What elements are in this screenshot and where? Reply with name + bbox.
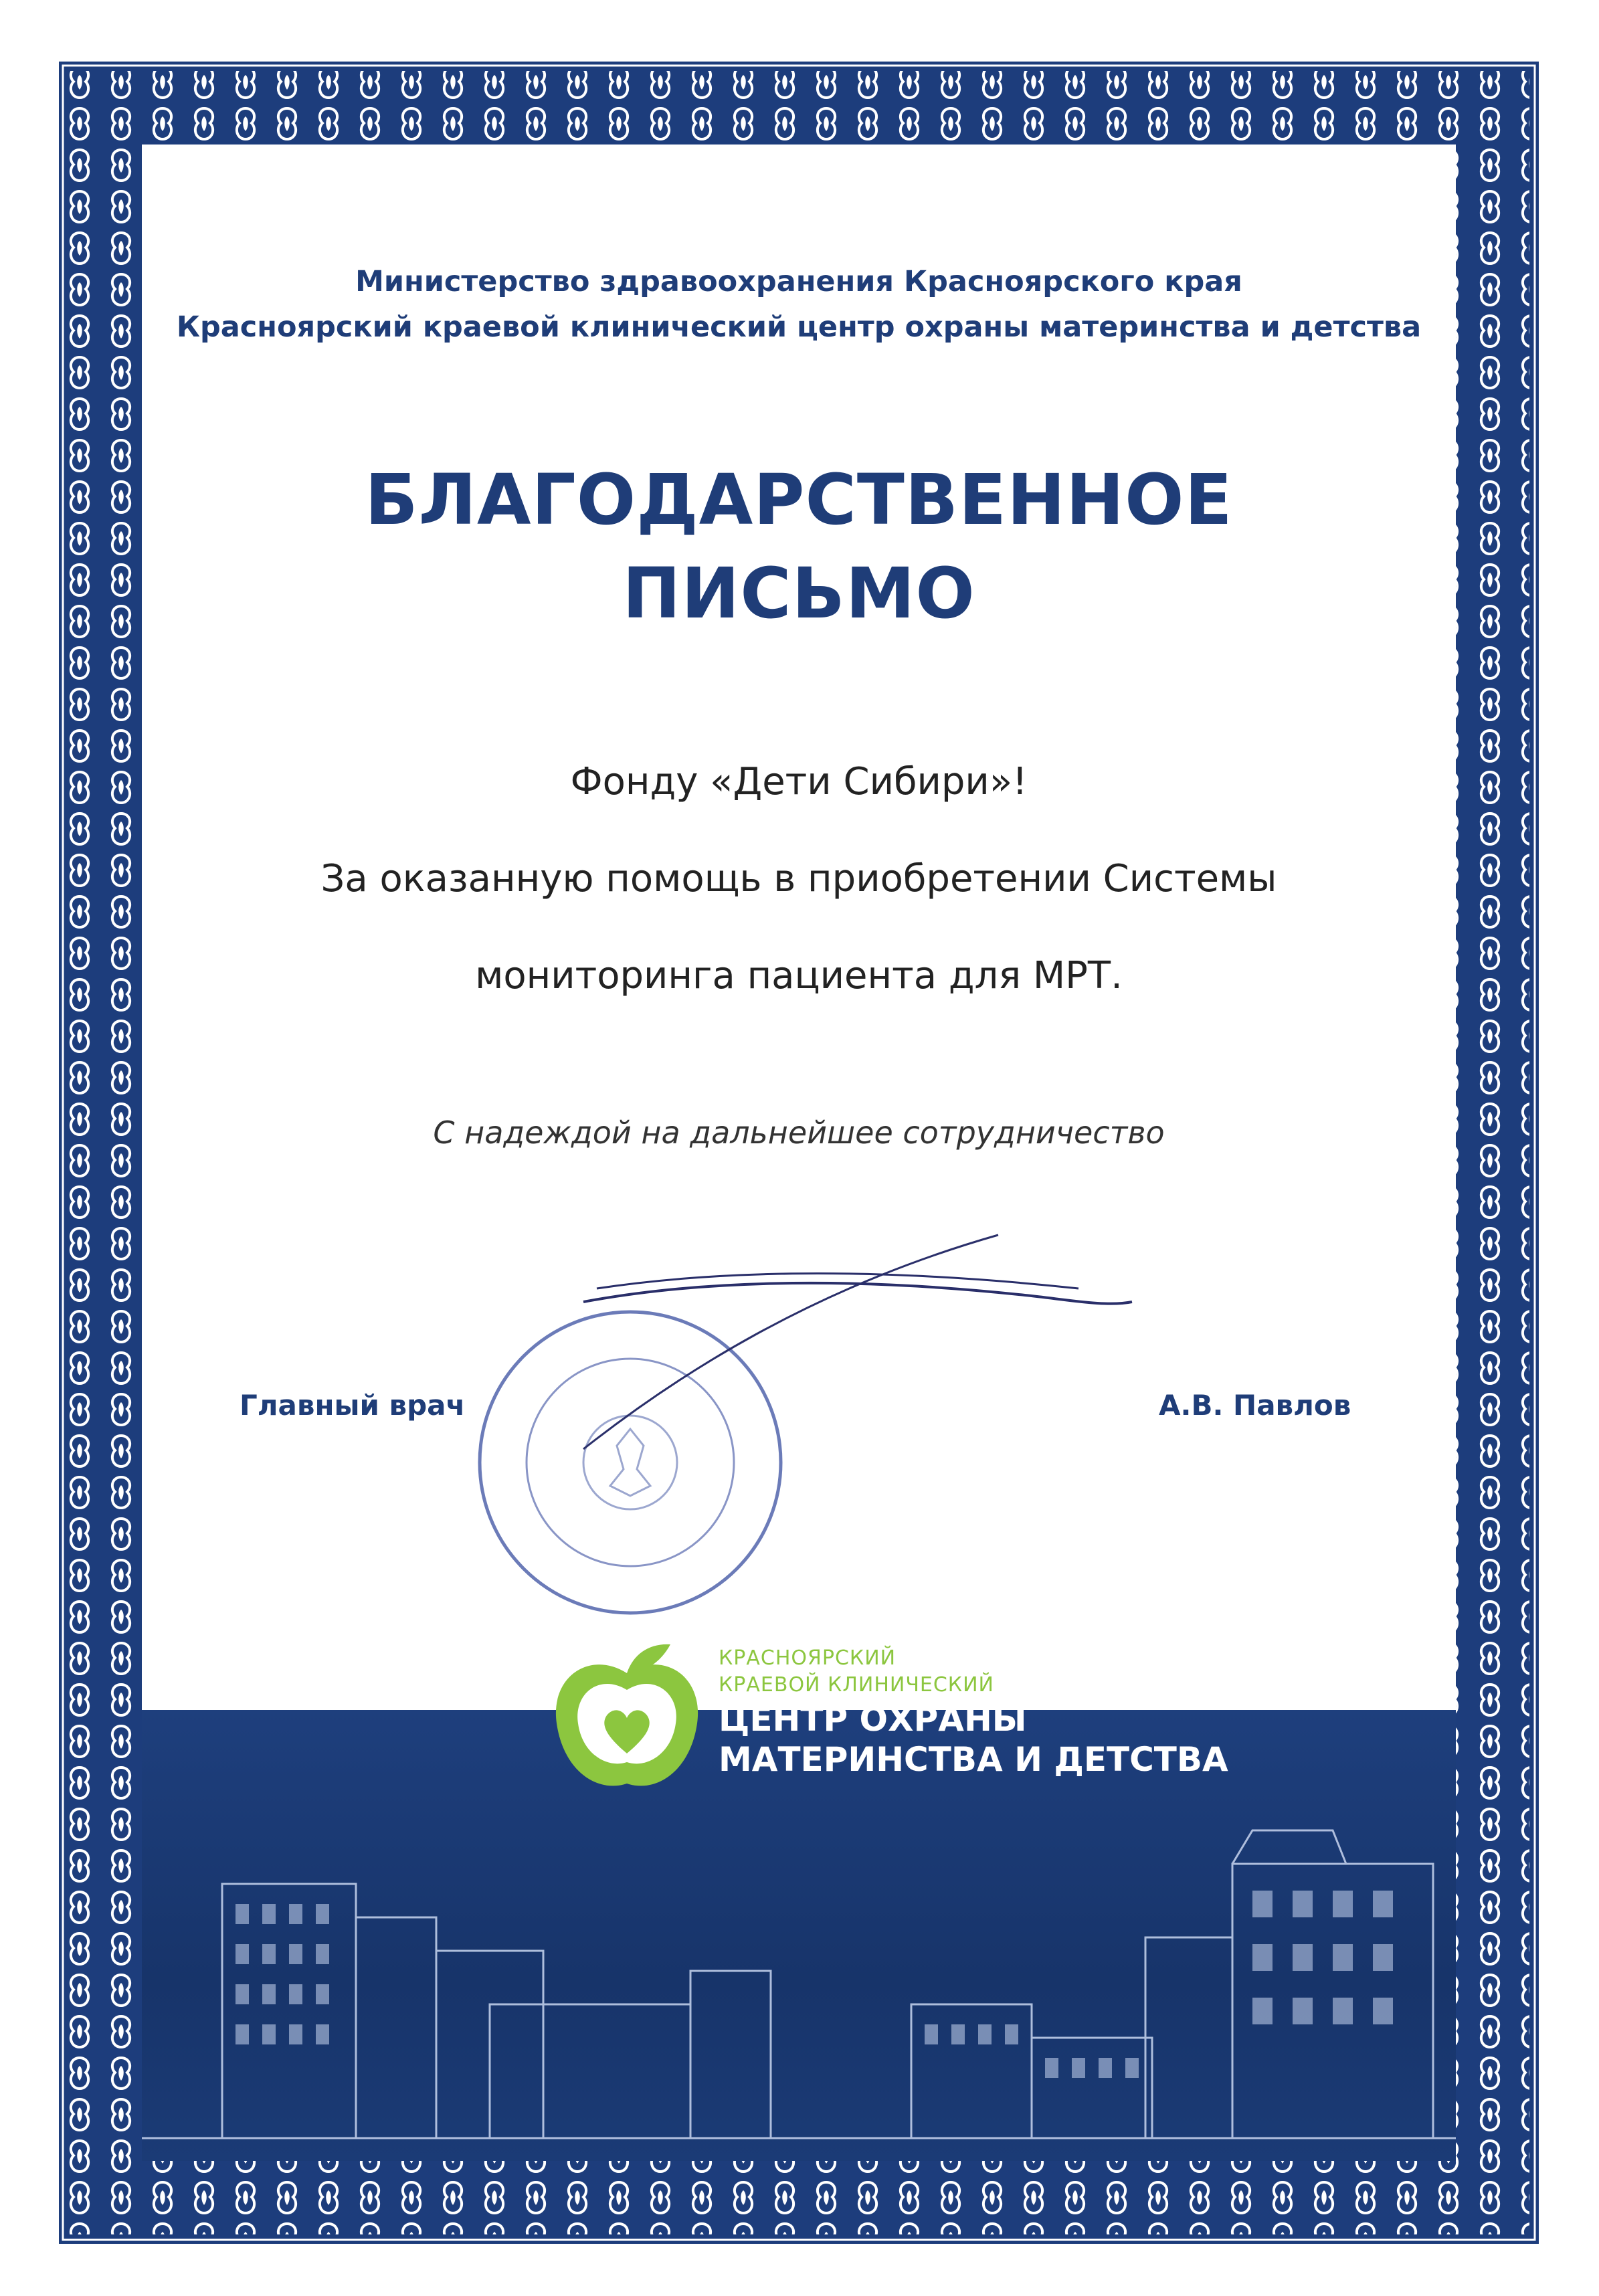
addressee-line: Фонду «Дети Сибири»! — [570, 760, 1028, 803]
letter-body — [142, 145, 1456, 2161]
signatory-role: Главный врач — [240, 1389, 466, 1422]
logo-text-line3: ЦЕНТР ОХРАНЫ — [719, 1700, 1027, 1739]
ornamental-frame — [59, 62, 1539, 2244]
letter-title-line1: БЛАГОДАРСТВЕННОЕ — [365, 459, 1233, 541]
apple-heart-icon — [543, 1636, 711, 1804]
body-text-line1: За оказанную помощь в приобретении Системы — [320, 857, 1277, 900]
handwritten-signature — [557, 1222, 1159, 1476]
hospital-buildings-illustration — [142, 1784, 1456, 2161]
logo-text-line4: МАТЕРИНСТВА И ДЕТСТВА — [719, 1740, 1228, 1779]
letter-title-line2: ПИСЬМО — [622, 553, 975, 634]
center-heading: Красноярский краевой клинический центр охраны материнства и детства — [176, 310, 1422, 344]
body-text-line2: мониторинга пациента для МРТ. — [475, 954, 1123, 997]
logo-text-line1: КРАСНОЯРСКИЙ — [719, 1646, 897, 1670]
logo-text-line2: КРАЕВОЙ КЛИНИЧЕСКИЙ — [719, 1673, 994, 1697]
closing-line: С надеждой на дальнейшее сотрудничество — [433, 1115, 1165, 1151]
signatory-name: А.В. Павлов — [1159, 1389, 1351, 1422]
ministry-heading: Министерство здравоохранения Красноярского края — [355, 265, 1242, 298]
